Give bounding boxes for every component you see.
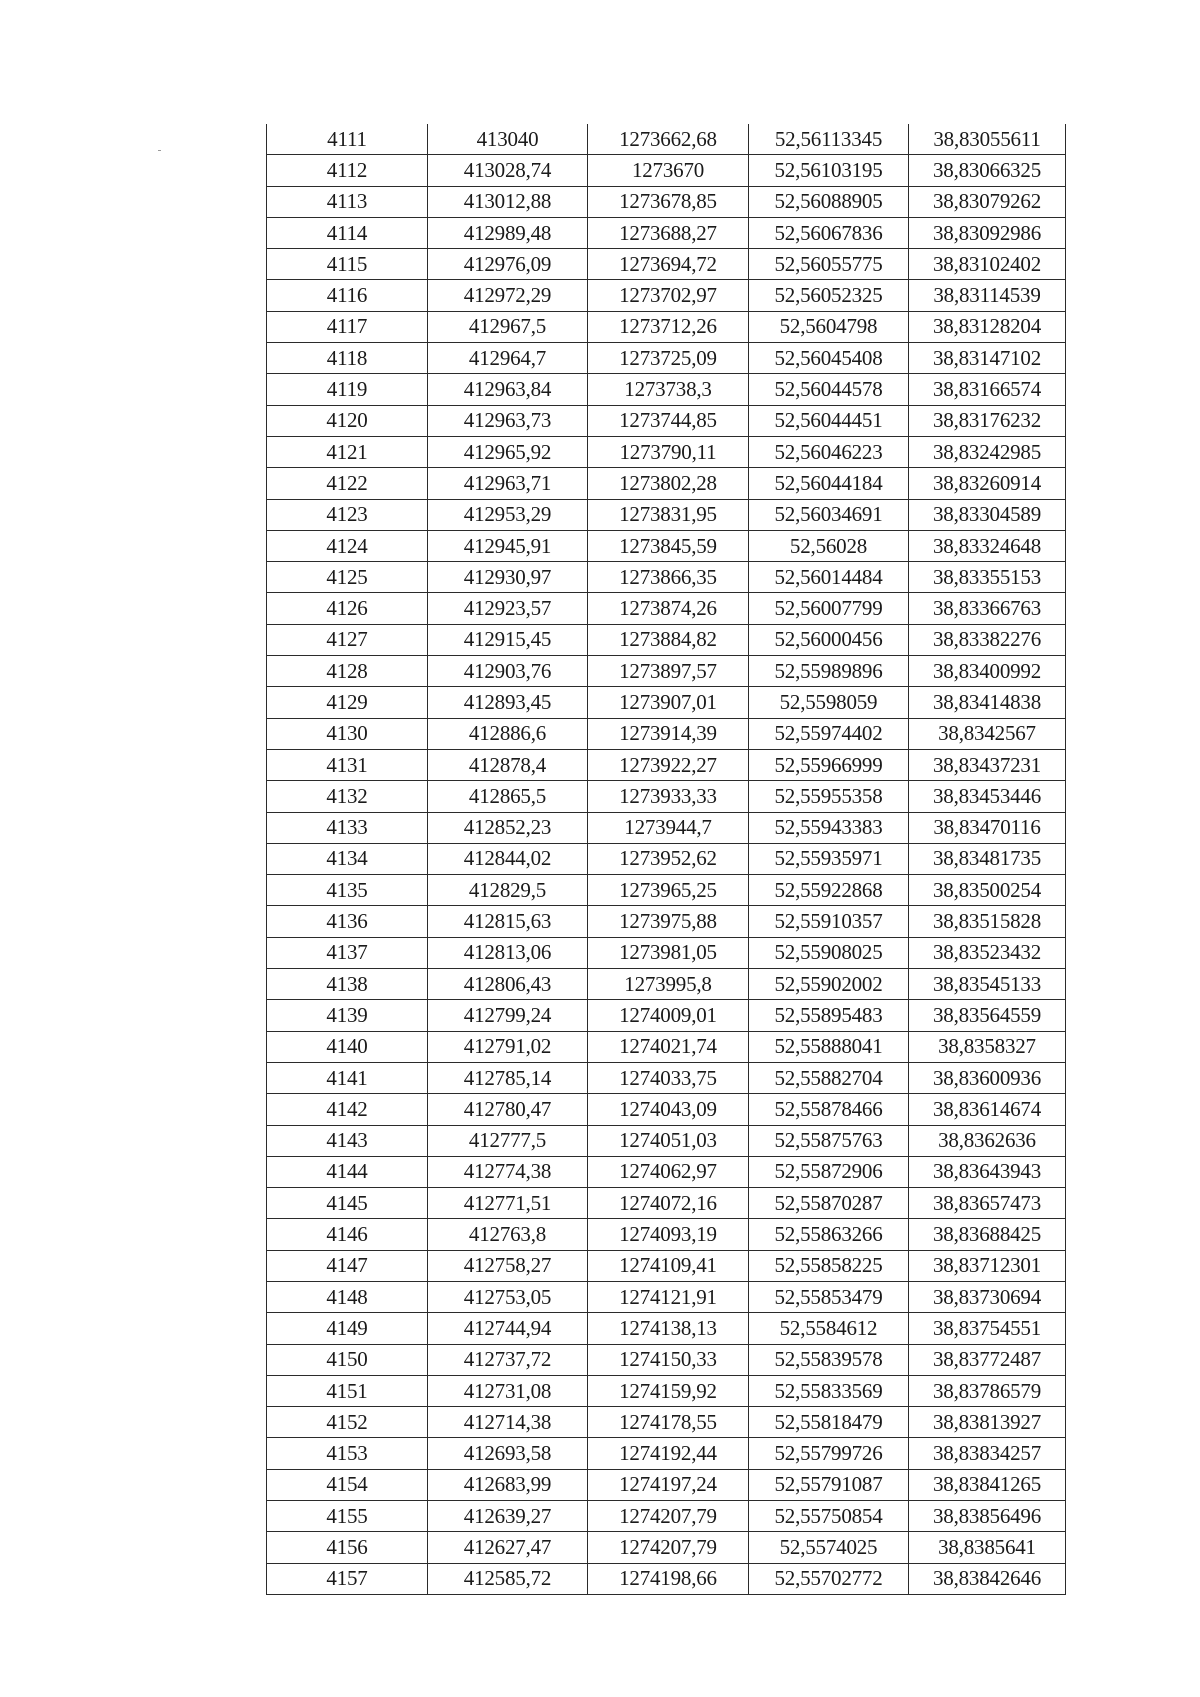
y-coordinate-cell: 1274197,24	[588, 1469, 749, 1500]
longitude-cell: 38,8362636	[909, 1125, 1066, 1156]
latitude-cell: 52,55902002	[749, 969, 909, 1000]
latitude-cell: 52,55863266	[749, 1219, 909, 1250]
x-coordinate-cell: 412893,45	[428, 687, 588, 718]
latitude-cell: 52,55858225	[749, 1250, 909, 1281]
y-coordinate-cell: 1273845,59	[588, 530, 749, 561]
point-number-cell: 4135	[267, 875, 428, 906]
longitude-cell: 38,83260914	[909, 468, 1066, 499]
longitude-cell: 38,83166574	[909, 374, 1066, 405]
y-coordinate-cell: 1274178,55	[588, 1407, 749, 1438]
point-number-cell: 4151	[267, 1375, 428, 1406]
point-number-cell: 4112	[267, 155, 428, 186]
point-number-cell: 4141	[267, 1062, 428, 1093]
longitude-cell: 38,83545133	[909, 969, 1066, 1000]
point-number-cell: 4117	[267, 311, 428, 342]
x-coordinate-cell: 412852,23	[428, 812, 588, 843]
y-coordinate-cell: 1273725,09	[588, 343, 749, 374]
y-coordinate-cell: 1274009,01	[588, 1000, 749, 1031]
x-coordinate-cell: 412963,71	[428, 468, 588, 499]
y-coordinate-cell: 1273688,27	[588, 217, 749, 248]
longitude-cell: 38,83055611	[909, 124, 1066, 155]
x-coordinate-cell: 412771,51	[428, 1188, 588, 1219]
table-row	[267, 687, 1066, 718]
point-number-cell: 4133	[267, 812, 428, 843]
point-number-cell: 4154	[267, 1469, 428, 1500]
table-row	[267, 499, 1066, 530]
latitude-cell: 52,56113345	[749, 124, 909, 155]
point-number-cell: 4138	[267, 969, 428, 1000]
longitude-cell: 38,83128204	[909, 311, 1066, 342]
longitude-cell: 38,83366763	[909, 593, 1066, 624]
point-number-cell: 4146	[267, 1219, 428, 1250]
longitude-cell: 38,83242985	[909, 436, 1066, 467]
latitude-cell: 52,55888041	[749, 1031, 909, 1062]
latitude-cell: 52,5598059	[749, 687, 909, 718]
scan-speck	[158, 150, 161, 151]
x-coordinate-cell: 412683,99	[428, 1469, 588, 1500]
x-coordinate-cell: 412964,7	[428, 343, 588, 374]
y-coordinate-cell: 1274093,19	[588, 1219, 749, 1250]
point-number-cell: 4149	[267, 1313, 428, 1344]
y-coordinate-cell: 1273995,8	[588, 969, 749, 1000]
y-coordinate-cell: 1273965,25	[588, 875, 749, 906]
x-coordinate-cell: 412813,06	[428, 937, 588, 968]
point-number-cell: 4123	[267, 499, 428, 530]
longitude-cell: 38,83453446	[909, 781, 1066, 812]
latitude-cell: 52,56000456	[749, 624, 909, 655]
point-number-cell: 4116	[267, 280, 428, 311]
y-coordinate-cell: 1273897,57	[588, 656, 749, 687]
longitude-cell: 38,83324648	[909, 530, 1066, 561]
table-row	[267, 1094, 1066, 1125]
point-number-cell: 4152	[267, 1407, 428, 1438]
latitude-cell: 52,55922868	[749, 875, 909, 906]
y-coordinate-cell: 1273702,97	[588, 280, 749, 311]
table-row	[267, 1532, 1066, 1563]
longitude-cell: 38,83841265	[909, 1469, 1066, 1500]
point-number-cell: 4153	[267, 1438, 428, 1469]
table-row	[267, 249, 1066, 280]
y-coordinate-cell: 1273922,27	[588, 749, 749, 780]
y-coordinate-cell: 1273678,85	[588, 186, 749, 217]
y-coordinate-cell: 1274159,92	[588, 1375, 749, 1406]
longitude-cell: 38,83730694	[909, 1281, 1066, 1312]
table-row	[267, 1281, 1066, 1312]
x-coordinate-cell: 413012,88	[428, 186, 588, 217]
latitude-cell: 52,56044184	[749, 468, 909, 499]
y-coordinate-cell: 1273866,35	[588, 562, 749, 593]
table-row	[267, 1313, 1066, 1344]
latitude-cell: 52,56028	[749, 530, 909, 561]
longitude-cell: 38,8358327	[909, 1031, 1066, 1062]
point-number-cell: 4132	[267, 781, 428, 812]
latitude-cell: 52,55966999	[749, 749, 909, 780]
y-coordinate-cell: 1273670	[588, 155, 749, 186]
x-coordinate-cell: 412785,14	[428, 1062, 588, 1093]
longitude-cell: 38,83470116	[909, 812, 1066, 843]
longitude-cell: 38,83079262	[909, 186, 1066, 217]
latitude-cell: 52,56014484	[749, 562, 909, 593]
point-number-cell: 4114	[267, 217, 428, 248]
latitude-cell: 52,56103195	[749, 155, 909, 186]
longitude-cell: 38,83400992	[909, 656, 1066, 687]
table-row	[267, 280, 1066, 311]
y-coordinate-cell: 1274021,74	[588, 1031, 749, 1062]
latitude-cell: 52,55935971	[749, 843, 909, 874]
x-coordinate-cell: 412886,6	[428, 718, 588, 749]
table-row	[267, 155, 1066, 186]
point-number-cell: 4139	[267, 1000, 428, 1031]
x-coordinate-cell: 413040	[428, 124, 588, 155]
x-coordinate-cell: 413028,74	[428, 155, 588, 186]
point-number-cell: 4130	[267, 718, 428, 749]
table-row	[267, 656, 1066, 687]
y-coordinate-cell: 1273694,72	[588, 249, 749, 280]
y-coordinate-cell: 1274109,41	[588, 1250, 749, 1281]
latitude-cell: 52,56088905	[749, 186, 909, 217]
y-coordinate-cell: 1273831,95	[588, 499, 749, 530]
x-coordinate-cell: 412777,5	[428, 1125, 588, 1156]
longitude-cell: 38,83382276	[909, 624, 1066, 655]
point-number-cell: 4118	[267, 343, 428, 374]
latitude-cell: 52,55955358	[749, 781, 909, 812]
point-number-cell: 4121	[267, 436, 428, 467]
latitude-cell: 52,55910357	[749, 906, 909, 937]
point-number-cell: 4113	[267, 186, 428, 217]
latitude-cell: 52,56052325	[749, 280, 909, 311]
x-coordinate-cell: 412806,43	[428, 969, 588, 1000]
point-number-cell: 4147	[267, 1250, 428, 1281]
table-row	[267, 1375, 1066, 1406]
y-coordinate-cell: 1274150,33	[588, 1344, 749, 1375]
point-number-cell: 4134	[267, 843, 428, 874]
x-coordinate-cell: 412627,47	[428, 1532, 588, 1563]
y-coordinate-cell: 1274198,66	[588, 1563, 749, 1594]
longitude-cell: 38,83102402	[909, 249, 1066, 280]
longitude-cell: 38,8385641	[909, 1532, 1066, 1563]
longitude-cell: 38,83066325	[909, 155, 1066, 186]
latitude-cell: 52,55818479	[749, 1407, 909, 1438]
x-coordinate-cell: 412780,47	[428, 1094, 588, 1125]
point-number-cell: 4115	[267, 249, 428, 280]
point-number-cell: 4119	[267, 374, 428, 405]
longitude-cell: 38,83600936	[909, 1062, 1066, 1093]
x-coordinate-cell: 412903,76	[428, 656, 588, 687]
table-row	[267, 1031, 1066, 1062]
latitude-cell: 52,55833569	[749, 1375, 909, 1406]
point-number-cell: 4124	[267, 530, 428, 561]
table-row	[267, 1156, 1066, 1187]
x-coordinate-cell: 412737,72	[428, 1344, 588, 1375]
coordinates-table	[266, 124, 1066, 1595]
longitude-cell: 38,83657473	[909, 1188, 1066, 1219]
latitude-cell: 52,5584612	[749, 1313, 909, 1344]
y-coordinate-cell: 1274043,09	[588, 1094, 749, 1125]
table-row	[267, 875, 1066, 906]
y-coordinate-cell: 1273914,39	[588, 718, 749, 749]
latitude-cell: 52,56007799	[749, 593, 909, 624]
x-coordinate-cell: 412763,8	[428, 1219, 588, 1250]
table-row	[267, 906, 1066, 937]
longitude-cell: 38,83355153	[909, 562, 1066, 593]
latitude-cell: 52,55989896	[749, 656, 909, 687]
table-row	[267, 405, 1066, 436]
x-coordinate-cell: 412923,57	[428, 593, 588, 624]
y-coordinate-cell: 1273874,26	[588, 593, 749, 624]
x-coordinate-cell: 412989,48	[428, 217, 588, 248]
table-row	[267, 1125, 1066, 1156]
table-row	[267, 186, 1066, 217]
point-number-cell: 4129	[267, 687, 428, 718]
table-row	[267, 749, 1066, 780]
point-number-cell: 4157	[267, 1563, 428, 1594]
latitude-cell: 52,56046223	[749, 436, 909, 467]
table-row	[267, 562, 1066, 593]
latitude-cell: 52,56034691	[749, 499, 909, 530]
x-coordinate-cell: 412639,27	[428, 1501, 588, 1532]
longitude-cell: 38,83842646	[909, 1563, 1066, 1594]
y-coordinate-cell: 1273790,11	[588, 436, 749, 467]
longitude-cell: 38,83147102	[909, 343, 1066, 374]
x-coordinate-cell: 412963,84	[428, 374, 588, 405]
x-coordinate-cell: 412967,5	[428, 311, 588, 342]
point-number-cell: 4120	[267, 405, 428, 436]
latitude-cell: 52,55870287	[749, 1188, 909, 1219]
latitude-cell: 52,55791087	[749, 1469, 909, 1500]
point-number-cell: 4144	[267, 1156, 428, 1187]
x-coordinate-cell: 412585,72	[428, 1563, 588, 1594]
y-coordinate-cell: 1273738,3	[588, 374, 749, 405]
latitude-cell: 52,55882704	[749, 1062, 909, 1093]
y-coordinate-cell: 1273981,05	[588, 937, 749, 968]
latitude-cell: 52,55872906	[749, 1156, 909, 1187]
x-coordinate-cell: 412799,24	[428, 1000, 588, 1031]
y-coordinate-cell: 1274207,79	[588, 1501, 749, 1532]
x-coordinate-cell: 412693,58	[428, 1438, 588, 1469]
longitude-cell: 38,83834257	[909, 1438, 1066, 1469]
table-row	[267, 1000, 1066, 1031]
x-coordinate-cell: 412844,02	[428, 843, 588, 874]
x-coordinate-cell: 412744,94	[428, 1313, 588, 1344]
table-row	[267, 1469, 1066, 1500]
latitude-cell: 52,55943383	[749, 812, 909, 843]
y-coordinate-cell: 1273933,33	[588, 781, 749, 812]
point-number-cell: 4148	[267, 1281, 428, 1312]
longitude-cell: 38,83304589	[909, 499, 1066, 530]
latitude-cell: 52,55853479	[749, 1281, 909, 1312]
point-number-cell: 4140	[267, 1031, 428, 1062]
longitude-cell: 38,83515828	[909, 906, 1066, 937]
point-number-cell: 4122	[267, 468, 428, 499]
y-coordinate-cell: 1274138,13	[588, 1313, 749, 1344]
y-coordinate-cell: 1274033,75	[588, 1062, 749, 1093]
x-coordinate-cell: 412945,91	[428, 530, 588, 561]
longitude-cell: 38,83481735	[909, 843, 1066, 874]
latitude-cell: 52,56045408	[749, 343, 909, 374]
latitude-cell: 52,55878466	[749, 1094, 909, 1125]
table-row	[267, 718, 1066, 749]
y-coordinate-cell: 1273952,62	[588, 843, 749, 874]
x-coordinate-cell: 412976,09	[428, 249, 588, 280]
x-coordinate-cell: 412878,4	[428, 749, 588, 780]
latitude-cell: 52,55875763	[749, 1125, 909, 1156]
point-number-cell: 4137	[267, 937, 428, 968]
x-coordinate-cell: 412953,29	[428, 499, 588, 530]
longitude-cell: 38,83712301	[909, 1250, 1066, 1281]
x-coordinate-cell: 412930,97	[428, 562, 588, 593]
latitude-cell: 52,56044578	[749, 374, 909, 405]
longitude-cell: 38,83114539	[909, 280, 1066, 311]
table-row	[267, 124, 1066, 155]
y-coordinate-cell: 1274192,44	[588, 1438, 749, 1469]
longitude-cell: 38,83092986	[909, 217, 1066, 248]
longitude-cell: 38,83523432	[909, 937, 1066, 968]
y-coordinate-cell: 1273907,01	[588, 687, 749, 718]
table-row	[267, 530, 1066, 561]
longitude-cell: 38,83813927	[909, 1407, 1066, 1438]
latitude-cell: 52,56067836	[749, 217, 909, 248]
table-row	[267, 1407, 1066, 1438]
x-coordinate-cell: 412791,02	[428, 1031, 588, 1062]
longitude-cell: 38,83643943	[909, 1156, 1066, 1187]
x-coordinate-cell: 412963,73	[428, 405, 588, 436]
longitude-cell: 38,83176232	[909, 405, 1066, 436]
table-row	[267, 1188, 1066, 1219]
table-row	[267, 843, 1066, 874]
y-coordinate-cell: 1273662,68	[588, 124, 749, 155]
x-coordinate-cell: 412865,5	[428, 781, 588, 812]
longitude-cell: 38,83754551	[909, 1313, 1066, 1344]
point-number-cell: 4145	[267, 1188, 428, 1219]
table-row	[267, 311, 1066, 342]
latitude-cell: 52,55974402	[749, 718, 909, 749]
coordinates-table-body	[267, 124, 1066, 1594]
point-number-cell: 4127	[267, 624, 428, 655]
x-coordinate-cell: 412829,5	[428, 875, 588, 906]
table-row	[267, 1250, 1066, 1281]
table-row	[267, 1563, 1066, 1594]
x-coordinate-cell: 412965,92	[428, 436, 588, 467]
point-number-cell: 4131	[267, 749, 428, 780]
x-coordinate-cell: 412915,45	[428, 624, 588, 655]
table-row	[267, 1219, 1066, 1250]
y-coordinate-cell: 1273884,82	[588, 624, 749, 655]
table-row	[267, 468, 1066, 499]
point-number-cell: 4136	[267, 906, 428, 937]
point-number-cell: 4143	[267, 1125, 428, 1156]
point-number-cell: 4111	[267, 124, 428, 155]
latitude-cell: 52,56044451	[749, 405, 909, 436]
table-row	[267, 937, 1066, 968]
y-coordinate-cell: 1273802,28	[588, 468, 749, 499]
table-row	[267, 1501, 1066, 1532]
longitude-cell: 38,83414838	[909, 687, 1066, 718]
table-row	[267, 1344, 1066, 1375]
y-coordinate-cell: 1273744,85	[588, 405, 749, 436]
table-row	[267, 969, 1066, 1000]
longitude-cell: 38,83856496	[909, 1501, 1066, 1532]
longitude-cell: 38,83772487	[909, 1344, 1066, 1375]
point-number-cell: 4155	[267, 1501, 428, 1532]
y-coordinate-cell: 1274072,16	[588, 1188, 749, 1219]
longitude-cell: 38,8342567	[909, 718, 1066, 749]
point-number-cell: 4156	[267, 1532, 428, 1563]
y-coordinate-cell: 1274062,97	[588, 1156, 749, 1187]
latitude-cell: 52,55908025	[749, 937, 909, 968]
latitude-cell: 52,55799726	[749, 1438, 909, 1469]
latitude-cell: 52,55750854	[749, 1501, 909, 1532]
latitude-cell: 52,5574025	[749, 1532, 909, 1563]
latitude-cell: 52,55895483	[749, 1000, 909, 1031]
longitude-cell: 38,83786579	[909, 1375, 1066, 1406]
longitude-cell: 38,83688425	[909, 1219, 1066, 1250]
longitude-cell: 38,83564559	[909, 1000, 1066, 1031]
y-coordinate-cell: 1273975,88	[588, 906, 749, 937]
table-row	[267, 1438, 1066, 1469]
table-row	[267, 343, 1066, 374]
longitude-cell: 38,83500254	[909, 875, 1066, 906]
x-coordinate-cell: 412714,38	[428, 1407, 588, 1438]
longitude-cell: 38,83437231	[909, 749, 1066, 780]
y-coordinate-cell: 1273944,7	[588, 812, 749, 843]
y-coordinate-cell: 1274207,79	[588, 1532, 749, 1563]
latitude-cell: 52,56055775	[749, 249, 909, 280]
table-row	[267, 217, 1066, 248]
x-coordinate-cell: 412758,27	[428, 1250, 588, 1281]
table-row	[267, 1062, 1066, 1093]
x-coordinate-cell: 412815,63	[428, 906, 588, 937]
x-coordinate-cell: 412731,08	[428, 1375, 588, 1406]
latitude-cell: 52,55839578	[749, 1344, 909, 1375]
table-row	[267, 624, 1066, 655]
table-row	[267, 812, 1066, 843]
x-coordinate-cell: 412774,38	[428, 1156, 588, 1187]
y-coordinate-cell: 1274051,03	[588, 1125, 749, 1156]
point-number-cell: 4128	[267, 656, 428, 687]
longitude-cell: 38,83614674	[909, 1094, 1066, 1125]
y-coordinate-cell: 1274121,91	[588, 1281, 749, 1312]
table-row	[267, 593, 1066, 624]
x-coordinate-cell: 412972,29	[428, 280, 588, 311]
latitude-cell: 52,55702772	[749, 1563, 909, 1594]
point-number-cell: 4125	[267, 562, 428, 593]
latitude-cell: 52,5604798	[749, 311, 909, 342]
point-number-cell: 4142	[267, 1094, 428, 1125]
point-number-cell: 4150	[267, 1344, 428, 1375]
x-coordinate-cell: 412753,05	[428, 1281, 588, 1312]
table-row	[267, 436, 1066, 467]
table-row	[267, 374, 1066, 405]
table-row	[267, 781, 1066, 812]
point-number-cell: 4126	[267, 593, 428, 624]
y-coordinate-cell: 1273712,26	[588, 311, 749, 342]
